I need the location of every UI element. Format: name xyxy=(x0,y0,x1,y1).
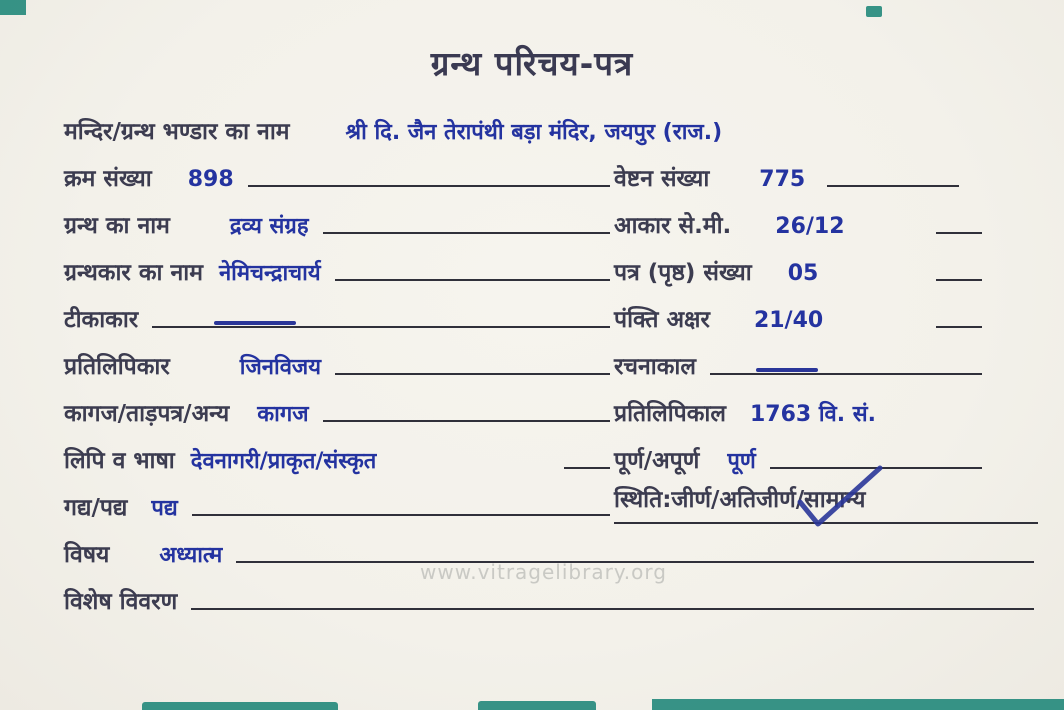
material-label: कागज/ताड़पत्र/अन्य xyxy=(64,400,230,427)
composition-date-label: रचनाकाल xyxy=(614,353,696,380)
ruled-line xyxy=(564,467,610,469)
copyist-value: जिनविजय xyxy=(239,355,322,381)
scan-artifact-bottom-right xyxy=(652,699,1064,710)
bundle-number-label: वेष्टन संख्या xyxy=(614,165,710,192)
condition-field xyxy=(614,485,1038,524)
ruled-line xyxy=(936,279,982,281)
ruled-line xyxy=(770,467,982,469)
bhandar-name-value: श्री दि. जैन तेरापंथी बड़ा मंदिर, जयपुर (राज.) xyxy=(345,120,723,146)
ruled-line xyxy=(335,279,610,281)
ruled-line xyxy=(191,608,1034,610)
copyist-label: प्रतिलिपिकार xyxy=(64,353,170,380)
handwritten-dash xyxy=(214,321,296,325)
size-cm-label: आकार से.मी. xyxy=(614,212,732,239)
lines-letters-value: 21/40 xyxy=(753,308,824,334)
complete-incomplete-label: पूर्ण/अपूर्ण xyxy=(614,447,700,474)
ruled-line xyxy=(323,420,610,422)
row-commentator-lines xyxy=(64,289,1038,336)
serial-number-label: क्रम संख्या xyxy=(64,165,152,192)
prose-verse-value: पद्य xyxy=(151,496,178,522)
bundle-number-value: 775 xyxy=(759,167,806,193)
bhandar-name-label: मन्दिर/ग्रन्थ भण्डार का नाम xyxy=(64,118,290,145)
serial-number-value: 898 xyxy=(187,167,234,193)
ruled-line xyxy=(323,232,610,234)
row-script-complete xyxy=(64,430,1038,477)
ruled-line xyxy=(192,514,610,516)
subject-label: विषय xyxy=(64,541,110,568)
row-author-pages xyxy=(64,242,1038,289)
card-body xyxy=(0,85,1064,618)
author-name-label: ग्रन्थकार का नाम xyxy=(64,259,203,286)
ruled-line xyxy=(827,185,959,187)
row-copyist-composition xyxy=(64,336,1038,383)
row-serial-bundle xyxy=(64,148,1038,195)
book-name-value: द्रव्य संग्रह xyxy=(229,214,309,240)
row-prose-condition xyxy=(64,477,1038,524)
copy-date-value: 1763 वि. सं. xyxy=(749,402,877,428)
ruled-line xyxy=(248,185,610,187)
size-cm-value: 26/12 xyxy=(775,214,845,240)
row-material-copydate xyxy=(64,383,1038,430)
script-language-label: लिपि व भाषा xyxy=(64,447,175,474)
ruled-line xyxy=(936,326,982,328)
special-details-label: विशेष विवरण xyxy=(64,588,178,615)
author-name-value: नेमिचन्द्राचार्य xyxy=(218,261,321,287)
page-count-value: 05 xyxy=(787,261,819,287)
material-value: कागज xyxy=(257,402,309,428)
scan-artifact-top-right xyxy=(866,6,882,17)
copy-date-label: प्रतिलिपिकाल xyxy=(614,400,726,427)
scan-artifact-bottom-left xyxy=(142,702,338,710)
subject-value: अध्यात्म xyxy=(159,543,223,569)
condition-checked-option: सामान्य xyxy=(804,485,865,516)
library-watermark: www.vitragelibrary.org xyxy=(420,560,667,584)
ruled-line xyxy=(152,326,610,328)
row-bhandar-name xyxy=(64,101,1038,148)
card-title: ग्रन्थ परिचय-पत्र xyxy=(430,44,634,83)
condition-label: स्थिति:जीर्ण/अतिजीर्ण/ xyxy=(614,486,805,513)
commentator-label: टीकाकार xyxy=(64,306,139,333)
lines-letters-label: पंक्ति अक्षर xyxy=(614,306,710,333)
ruled-line xyxy=(710,373,982,375)
book-name-label: ग्रन्थ का नाम xyxy=(64,212,170,239)
scan-artifact-top-left xyxy=(0,0,26,15)
prose-verse-label: गद्य/पद्य xyxy=(64,494,128,521)
handwritten-dash xyxy=(756,368,818,372)
row-bookname-size xyxy=(64,195,1038,242)
ruled-line xyxy=(936,232,982,234)
script-language-value: देवनागरी/प्राकृत/संस्कृत xyxy=(190,449,377,475)
complete-incomplete-value: पूर्ण xyxy=(727,449,756,475)
ruled-line xyxy=(335,373,610,375)
page-count-label: पत्र (पृष्ठ) संख्या xyxy=(614,259,752,286)
scan-artifact-bottom-center xyxy=(478,701,596,710)
